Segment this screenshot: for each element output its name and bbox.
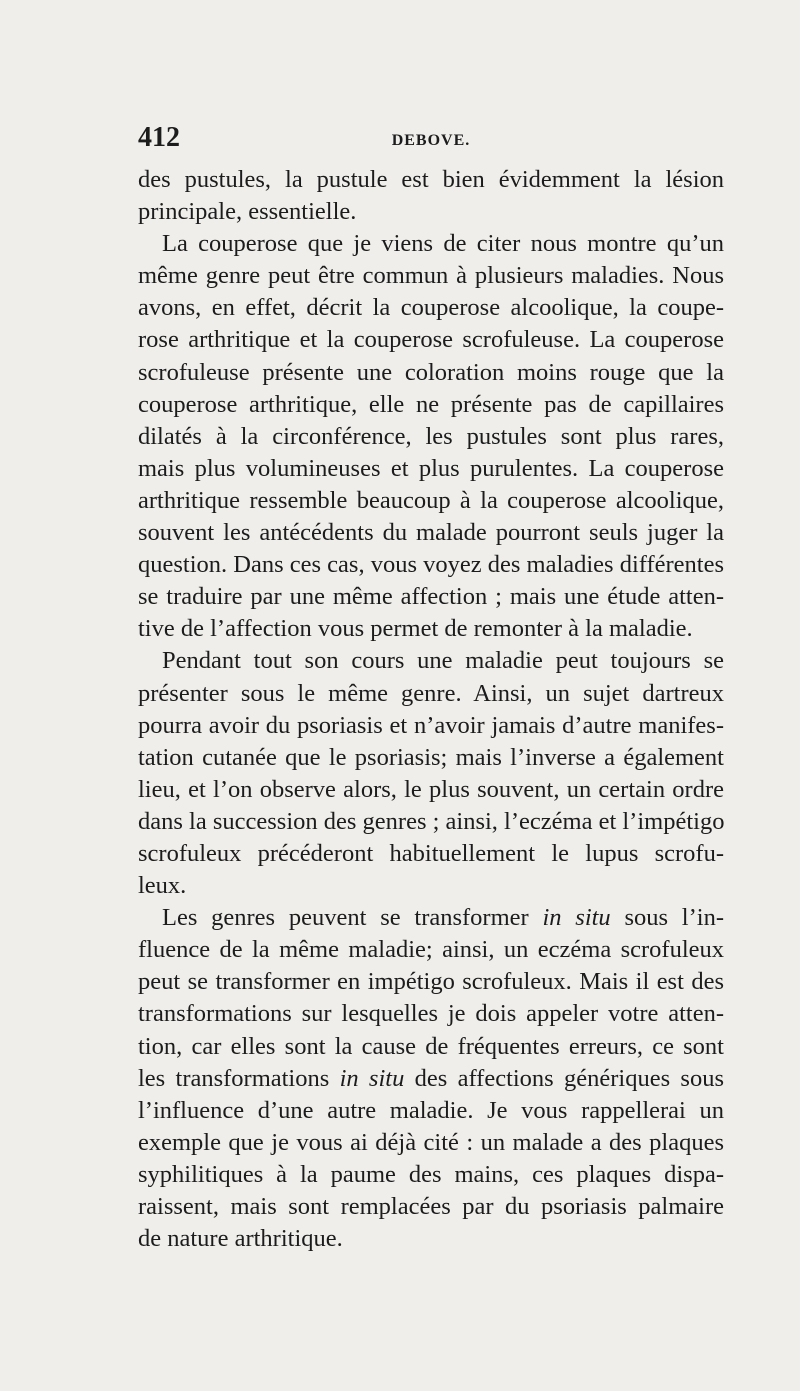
text-segment: couperose arthritique, elle ne présente pas de capillaires	[138, 390, 724, 418]
text-line	[138, 292, 724, 324]
italic-term: in situ	[339, 1064, 405, 1092]
text-line	[138, 1223, 724, 1255]
text-line	[138, 870, 724, 902]
text-segment: avons, en effet, décrit la couperose alcoolique, la coupe-	[138, 294, 724, 322]
text-segment: syphilitiques à la paume des mains, ces plaques dispa-	[138, 1160, 724, 1188]
text-line	[138, 998, 724, 1030]
text-line	[138, 260, 724, 292]
text-segment: rose arthritique et la couperose scrofuleuse. La couperose	[138, 326, 724, 354]
text-segment: lieu, et l’on observe alors, le plus souvent, un certain ordre	[138, 775, 724, 803]
text-segment: transformations sur lesquelles je dois appeler votre atten-	[138, 1000, 724, 1028]
text-segment: de nature arthritique.	[138, 1225, 343, 1253]
text-segment: question. Dans ces cas, vous voyez des maladies différentes	[138, 551, 725, 579]
text-segment: raissent, mais sont remplacées par du psoriasis palmaire	[138, 1193, 724, 1220]
text-segment: fluence de la même maladie; ainsi, un eczéma scrofuleux	[138, 936, 724, 964]
text-line	[138, 549, 724, 581]
text-line	[138, 1031, 724, 1063]
text-line	[138, 357, 724, 389]
text-line	[138, 645, 724, 677]
text-segment: scrofuleux précéderont habituellement le lupus scrofu-	[138, 839, 724, 867]
text-segment: pourra avoir du psoriasis et n’avoir jamais d’autre manifes-	[138, 711, 724, 739]
text-line	[138, 774, 724, 806]
text-segment: principale, essentielle.	[138, 198, 357, 226]
text-segment: sous l’in-	[610, 904, 724, 932]
text-segment: mais plus volumineuses et plus purulentes. La couperose	[138, 454, 724, 482]
text-line	[138, 228, 724, 260]
text-segment: tation cutanée que le psoriasis; mais l’inverse a également	[138, 743, 724, 771]
text-line	[138, 421, 724, 453]
text-segment: même genre peut être commun à plusieurs maladies. Nous	[138, 262, 724, 290]
text-segment: scrofuleuse présente une coloration moins rouge que la	[138, 358, 724, 386]
text-line	[138, 581, 724, 613]
italic-term: in situ	[542, 904, 611, 932]
text-segment: Les genres peuvent se transformer	[162, 904, 543, 932]
text-line	[138, 485, 724, 517]
text-segment: se traduire par une même affection ; mais une étude atten-	[138, 583, 724, 611]
text-line	[138, 806, 724, 838]
text-line	[138, 1159, 724, 1191]
text-line	[138, 196, 724, 228]
text-line	[138, 1095, 724, 1127]
text-segment: présenter sous le même genre. Ainsi, un sujet dartreux	[138, 679, 724, 707]
text-segment: leux.	[138, 872, 187, 900]
text-segment: tion, car elles sont la cause de fréquentes erreurs, ce sont	[138, 1032, 724, 1060]
page-header	[138, 122, 724, 162]
text-segment: arthritique ressemble beaucoup à la couperose alcoolique,	[138, 486, 724, 514]
text-segment: dans la succession des genres ; ainsi, l’eczéma et l’impétigo	[138, 807, 725, 835]
text-segment: tive de l’affection vous permet de remonter à la maladie.	[138, 615, 693, 643]
text-line	[138, 934, 724, 966]
text-segment: exemple que je vous ai déjà cité : un malade a des plaques	[138, 1128, 724, 1156]
text-segment: des pustules, la pustule est bien évidemment la lésion	[138, 166, 724, 193]
text-line	[138, 1063, 724, 1095]
running-head: DEBOVE.	[391, 132, 471, 149]
text-segment: Pendant tout son cours une maladie peut toujours se	[162, 647, 724, 675]
text-line	[138, 710, 724, 742]
body-text	[138, 164, 724, 1255]
text-segment: La couperose que je viens de citer nous montre qu’un	[162, 230, 724, 258]
text-line	[138, 324, 724, 356]
text-segment: l’influence d’une autre maladie. Je vous rappellerai un	[138, 1096, 724, 1124]
text-segment: les transformations	[138, 1064, 340, 1092]
text-line	[138, 742, 724, 774]
text-segment: dilatés à la circonférence, les pustules sont plus rares,	[138, 422, 724, 450]
text-line	[138, 613, 724, 645]
text-line	[138, 517, 724, 549]
page-number: 412	[138, 122, 180, 153]
text-line	[138, 164, 724, 196]
text-segment: des affections génériques sous	[404, 1064, 724, 1092]
text-segment: souvent les antécédents du malade pourront seuls juger la	[138, 519, 724, 547]
text-line	[138, 389, 724, 421]
text-line	[138, 838, 724, 870]
text-line	[138, 453, 724, 485]
text-line	[138, 1127, 724, 1159]
text-line	[138, 902, 724, 934]
text-segment: peut se transformer en impétigo scrofuleux. Mais il est des	[138, 968, 724, 996]
text-line	[138, 966, 724, 998]
text-line	[138, 1191, 724, 1223]
text-line	[138, 678, 724, 710]
